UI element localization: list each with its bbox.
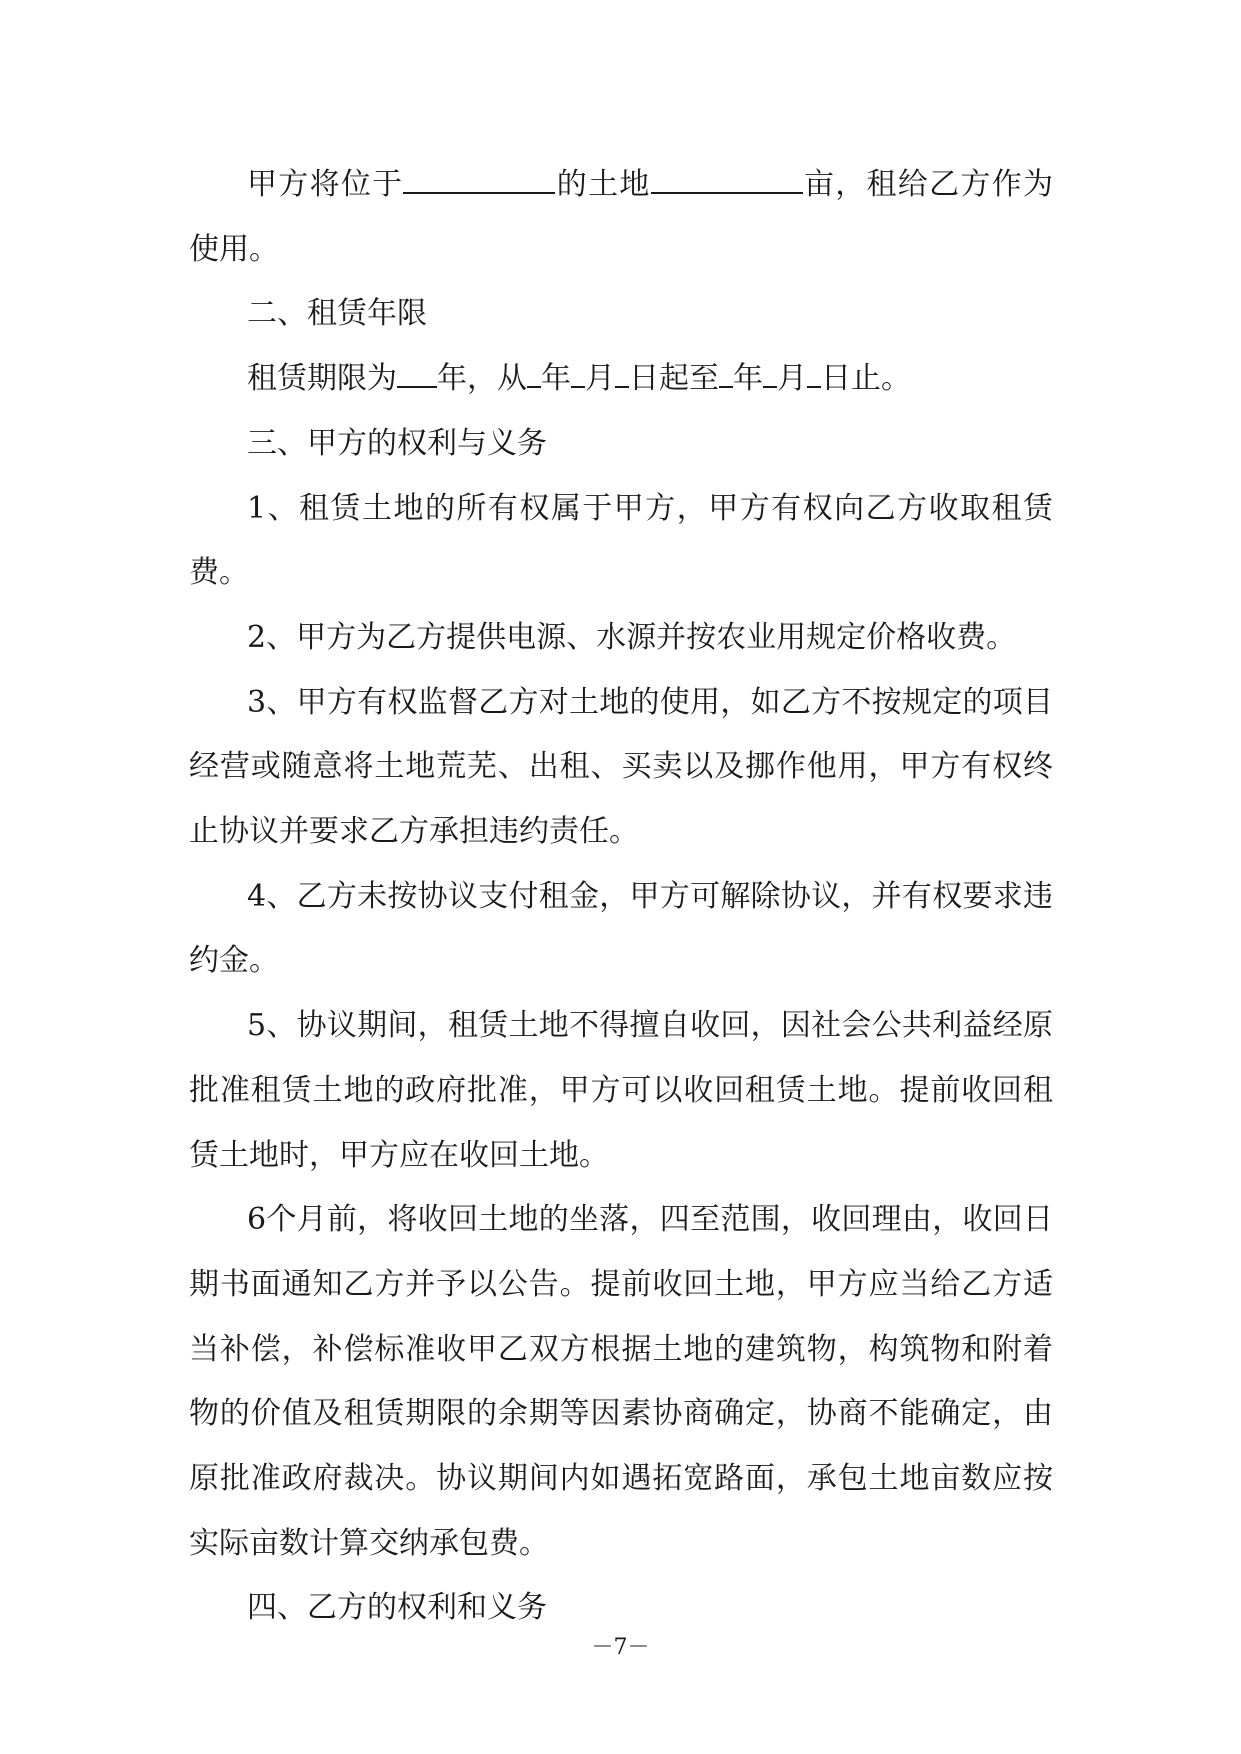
paragraph-clause-1: 1、租赁土地的所有权属于甲方，甲方有权向乙方收取租赁费。 (189, 490, 1053, 591)
blank-line-area (651, 166, 803, 194)
paragraph-clause-6-months: 6个月前，将收回土地的坐落，四至范围，收回理由，收回日期书面通知乙方并予以公告。提前收回土地，甲方应当给乙方适当补偿，补偿标准收甲乙双方根据土地的建筑物，构筑物和附着物的价值及租赁期限的余期等因素协商确定，协商不能确定，由原批准政府裁决。协议期间内如遇拓宽路面，承包土地亩数应按实际亩数计算交纳承包费。 (189, 1202, 1053, 1561)
paragraph-clause-4: 4、乙方未按协议支付租金，甲方可解除协议，并有权要求违约金。 (189, 878, 1053, 979)
paragraph-land-location (189, 153, 1053, 282)
text-segment: 年 (733, 361, 763, 397)
section-heading-party-a-rights: 三、甲方的权利与义务 (247, 425, 547, 461)
text-segment: 日起至 (629, 361, 719, 397)
blank-line-end-month (763, 360, 777, 388)
section-heading-lease-term: 二、租赁年限 (247, 296, 427, 332)
blank-line-location (403, 166, 555, 194)
paragraph-clause-5: 5、协议期间，租赁土地不得擅自收回，因社会公共利益经原批准租赁土地的政府批准，甲方可以收回租赁土地。提前收回租赁土地时，甲方应在收回土地。 (189, 1008, 1053, 1173)
blank-line-start-year (527, 360, 541, 388)
text-segment: 月 (777, 361, 807, 397)
paragraph-lease-period (189, 347, 1053, 412)
document-body (189, 153, 1053, 1641)
text-segment: 的土地 (555, 167, 651, 202)
blank-line-start-day (615, 360, 629, 388)
page-number: －7－ (591, 1635, 650, 1660)
text-segment: 年 (541, 361, 571, 397)
text-segment: 租赁期限为 (247, 361, 397, 397)
paragraph-clause-3: 3、甲方有权监督乙方对土地的使用，如乙方不按规定的项目经营或随意将土地荒芜、出租、买卖以及挪作他用，甲方有权终止协议并要求乙方承担违约责任。 (189, 684, 1053, 850)
paragraph-clause-2: 2、甲方为乙方提供电源、水源并按农业用规定价格收费。 (247, 619, 1017, 655)
blank-line-end-day (807, 360, 821, 388)
section-heading-party-b-rights: 四、乙方的权利和义务 (247, 1590, 547, 1626)
text-segment: 月 (585, 361, 615, 397)
text-segment: 亩，租给乙方作为使用。 (189, 167, 1054, 267)
text-segment: 日止。 (821, 361, 911, 397)
text-segment: 年，从 (437, 361, 527, 397)
blank-line-years (397, 360, 437, 388)
text-segment: 甲方将位于 (247, 167, 404, 202)
blank-line-start-month (571, 360, 585, 388)
blank-line-end-year (719, 360, 733, 388)
